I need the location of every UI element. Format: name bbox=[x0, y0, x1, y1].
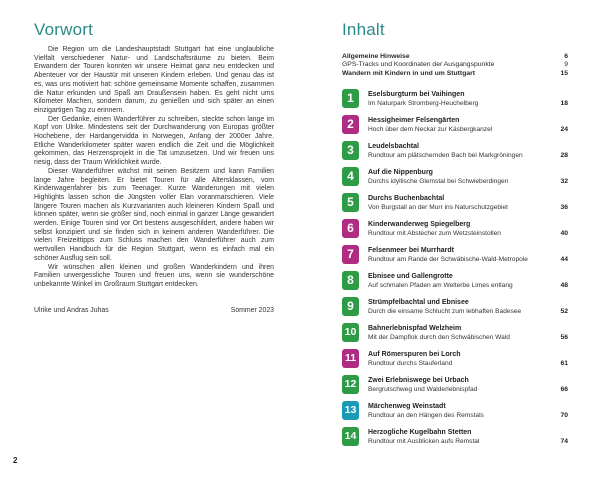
tour-title: Felsenmeer bei Murrhardt bbox=[368, 247, 454, 254]
tour-page: 24 bbox=[560, 126, 568, 133]
tour-number-badge: 14 bbox=[342, 427, 359, 446]
tour-number-badge: 5 bbox=[342, 193, 359, 212]
tour-entry[interactable] bbox=[342, 193, 568, 215]
tour-title: Ebnisee und Gallengrotte bbox=[368, 273, 453, 280]
page-number: 2 bbox=[13, 456, 18, 465]
tour-entry[interactable] bbox=[342, 271, 568, 293]
tour-subtitle: Auf schmalen Pfaden am Welterbe Limes entlang bbox=[368, 282, 513, 289]
tour-entry[interactable] bbox=[342, 141, 568, 163]
foreword-text bbox=[34, 46, 274, 290]
tour-subtitle: Hoch über dem Neckar zur Käsbergkanzel bbox=[368, 126, 493, 133]
tour-number-badge: 10 bbox=[342, 323, 359, 342]
tour-entry[interactable] bbox=[342, 427, 568, 449]
foreword-paragraph: Die Region um die Landeshauptstadt Stuttgart hat eine unglaubliche Vielfalt verschiedener Natur- und Landschaftsräume zu bieten. Beim Erwandern der Touren konnten wir unsere Heimat ganz neu entdecken und Abenteuer vor der Haustür mit unseren Kindern erleben. Und genau das ist es, was uns motiviert hat: schöne gemeinsame Momente schaffen, zusammen die Natur erkunden und Spaß am Draußensein haben. Es geht nicht ums Kilometer Machen, sondern darum, zu genießen und sich später an einen einzigartigen Tag zu erinnern. bbox=[34, 46, 274, 114]
toc-entry[interactable] bbox=[342, 53, 568, 61]
tour-title: Eselsburgturm bei Vaihingen bbox=[368, 91, 465, 98]
toc-entry-page: 6 bbox=[564, 53, 568, 60]
tour-subtitle: Mit der Dampflok durch den Schwäbischen Wald bbox=[368, 334, 510, 341]
contents-heading: Inhalt bbox=[342, 20, 385, 39]
tour-title: Hessigheimer Felsengärten bbox=[368, 117, 460, 124]
tour-title: Strümpfelbachtal und Ebnisee bbox=[368, 299, 469, 306]
tour-page: 52 bbox=[560, 308, 568, 315]
tour-subtitle: Rundtour am Rande der Schwäbische-Wald-Metropole bbox=[368, 256, 528, 263]
tour-page: 61 bbox=[560, 360, 568, 367]
toc-entry-label: Wandern mit Kindern in und um Stuttgart bbox=[342, 69, 476, 77]
tour-entry[interactable] bbox=[342, 297, 568, 319]
tour-title: Auf Römerspuren bei Lorch bbox=[368, 351, 461, 358]
tour-subtitle: Rundtour mit Abstecher zum Wetzsteinstollen bbox=[368, 230, 501, 237]
tour-entry[interactable] bbox=[342, 89, 568, 111]
tour-number-badge: 12 bbox=[342, 375, 359, 394]
foreword-paragraph: Der Gedanke, einen Wanderführer zu schreiben, steckte schon lange im Kopf von Ulrike. Mindestens seit der Durchwanderung von Europas größter Hochebene, der Hardangervidda in Norwegen, Anfang der 2000er Jahre. Etliche Wanderkilometer später waren endlich die Zeit und die Möglichkeit gekommen, das Herzensprojekt in die Tat umzusetzen. Und wir freuen uns riesig, dass der Traum Wirklichkeit wurde. bbox=[34, 115, 274, 167]
toc-entry[interactable] bbox=[342, 70, 568, 78]
tour-number-badge: 1 bbox=[342, 89, 359, 108]
tour-number-badge: 7 bbox=[342, 245, 359, 264]
tour-page: 28 bbox=[560, 152, 568, 159]
date: Sommer 2023 bbox=[230, 307, 274, 314]
authors: Ulrike und Andras Juhas bbox=[34, 307, 109, 314]
tour-page: 36 bbox=[560, 204, 568, 211]
tour-number-badge: 6 bbox=[342, 219, 359, 238]
tour-title: Bahnerlebnispfad Welzheim bbox=[368, 325, 462, 332]
tour-subtitle: Rundtour mit Ausblicken aufs Remstal bbox=[368, 438, 480, 445]
tour-entry[interactable] bbox=[342, 219, 568, 241]
tour-entry[interactable] bbox=[342, 323, 568, 345]
toc-entry-page: 9 bbox=[564, 61, 568, 69]
tour-number-badge: 13 bbox=[342, 401, 359, 420]
tour-subtitle: Rundtour durchs Stauferland bbox=[368, 360, 453, 367]
foreword-paragraph: Wir wünschen allen kleinen und großen Wanderkindern und ihren Familien unvergessliche Touren und freuen uns, wenn sie wunderschöne unbekannte Winkel im Großraum Stuttgart entdecken. bbox=[34, 263, 274, 288]
toc-entry-label: Allgemeine Hinweise bbox=[342, 53, 410, 60]
toc-entry-label: GPS-Tracks und Koordinaten der Ausgangspunkte bbox=[342, 61, 495, 69]
tour-entry[interactable] bbox=[342, 349, 568, 371]
tour-number-badge: 2 bbox=[342, 115, 359, 134]
tour-number-badge: 8 bbox=[342, 271, 359, 290]
toc-entry-page: 15 bbox=[560, 69, 568, 77]
tour-page: 66 bbox=[560, 386, 568, 393]
tour-page: 40 bbox=[560, 230, 568, 237]
toc-entry[interactable] bbox=[342, 61, 568, 69]
tour-subtitle: Durchs idyllische Glemstal bei Schwieberdingen bbox=[368, 178, 509, 185]
signature-line bbox=[34, 307, 274, 314]
tour-subtitle: Rundtour am plätschernden Bach bei Markgröningen bbox=[368, 152, 523, 159]
tour-subtitle: Durch die einsame Schlucht zum lebhaften Badesee bbox=[368, 308, 522, 315]
tour-entry[interactable] bbox=[342, 401, 568, 423]
tour-title: Durchs Buchenbachtal bbox=[368, 195, 445, 202]
tour-entry[interactable] bbox=[342, 375, 568, 397]
tour-page: 32 bbox=[560, 178, 568, 185]
right-page bbox=[300, 0, 600, 480]
tour-title: Leudelsbachtal bbox=[368, 143, 419, 150]
tour-title: Kinderwanderweg Spiegelberg bbox=[368, 221, 471, 228]
tour-entry[interactable] bbox=[342, 245, 568, 267]
tour-number-badge: 3 bbox=[342, 141, 359, 160]
tour-entry[interactable] bbox=[342, 167, 568, 189]
tour-title: Auf die Nippenburg bbox=[368, 169, 433, 176]
tour-page: 56 bbox=[560, 334, 568, 341]
foreword-paragraph: Dieser Wanderführer wächst mit seinen Besitzern und kann Familien lange Jahre begleiten. Er bietet Touren für alle Altersklassen, vom Kinderwagenfahrer bis zum Teenager. Kurze Wanderungen mit vielen Highlights lassen schon die Jüngsten voller Elan voranmarschieren. Viele längere Touren machen als Kurzvarianten auch kleineren Kindern Spaß und können später, wenn sie größer sind, noch einmal in ganzer Länge gewandert werden. Einige Touren sind vor Ort bestens ausgeschildert, andere haben wir selbst konzipiert und sie finden sich in keinem anderen Wanderführer. Die vielen Freizeittipps zum Schluss machen den Wanderführer auch zum wertvollen Handbuch für die Region Stuttgart, wenn es einfach mal ein schöner Ausflug sein soll. bbox=[34, 167, 274, 262]
toc-general-section bbox=[342, 53, 568, 78]
foreword-heading: Vorwort bbox=[34, 20, 94, 39]
tour-subtitle: Im Naturpark Stromberg-Heuchelberg bbox=[368, 100, 479, 107]
tour-page: 44 bbox=[560, 256, 568, 263]
tour-page: 70 bbox=[560, 412, 568, 419]
tour-page: 74 bbox=[560, 438, 568, 445]
tour-page: 18 bbox=[560, 100, 568, 107]
tour-number-badge: 9 bbox=[342, 297, 359, 316]
tour-title: Zwei Erlebniswege bei Urbach bbox=[368, 377, 469, 384]
tour-entry[interactable] bbox=[342, 115, 568, 137]
tour-subtitle: Von Burgstall an der Murr ins Naturschutzgebiet bbox=[368, 204, 509, 211]
tour-page: 48 bbox=[560, 282, 568, 289]
tour-title: Märchenweg Weinstadt bbox=[368, 403, 446, 410]
tour-number-badge: 4 bbox=[342, 167, 359, 186]
tour-number-badge: 11 bbox=[342, 349, 359, 368]
tour-subtitle: Bergrutschweg und Walderlebnispfad bbox=[368, 386, 478, 393]
tour-title: Herzogliche Kugelbahn Stetten bbox=[368, 429, 472, 436]
tour-subtitle: Rundtour an den Hängen des Remstals bbox=[368, 412, 484, 419]
